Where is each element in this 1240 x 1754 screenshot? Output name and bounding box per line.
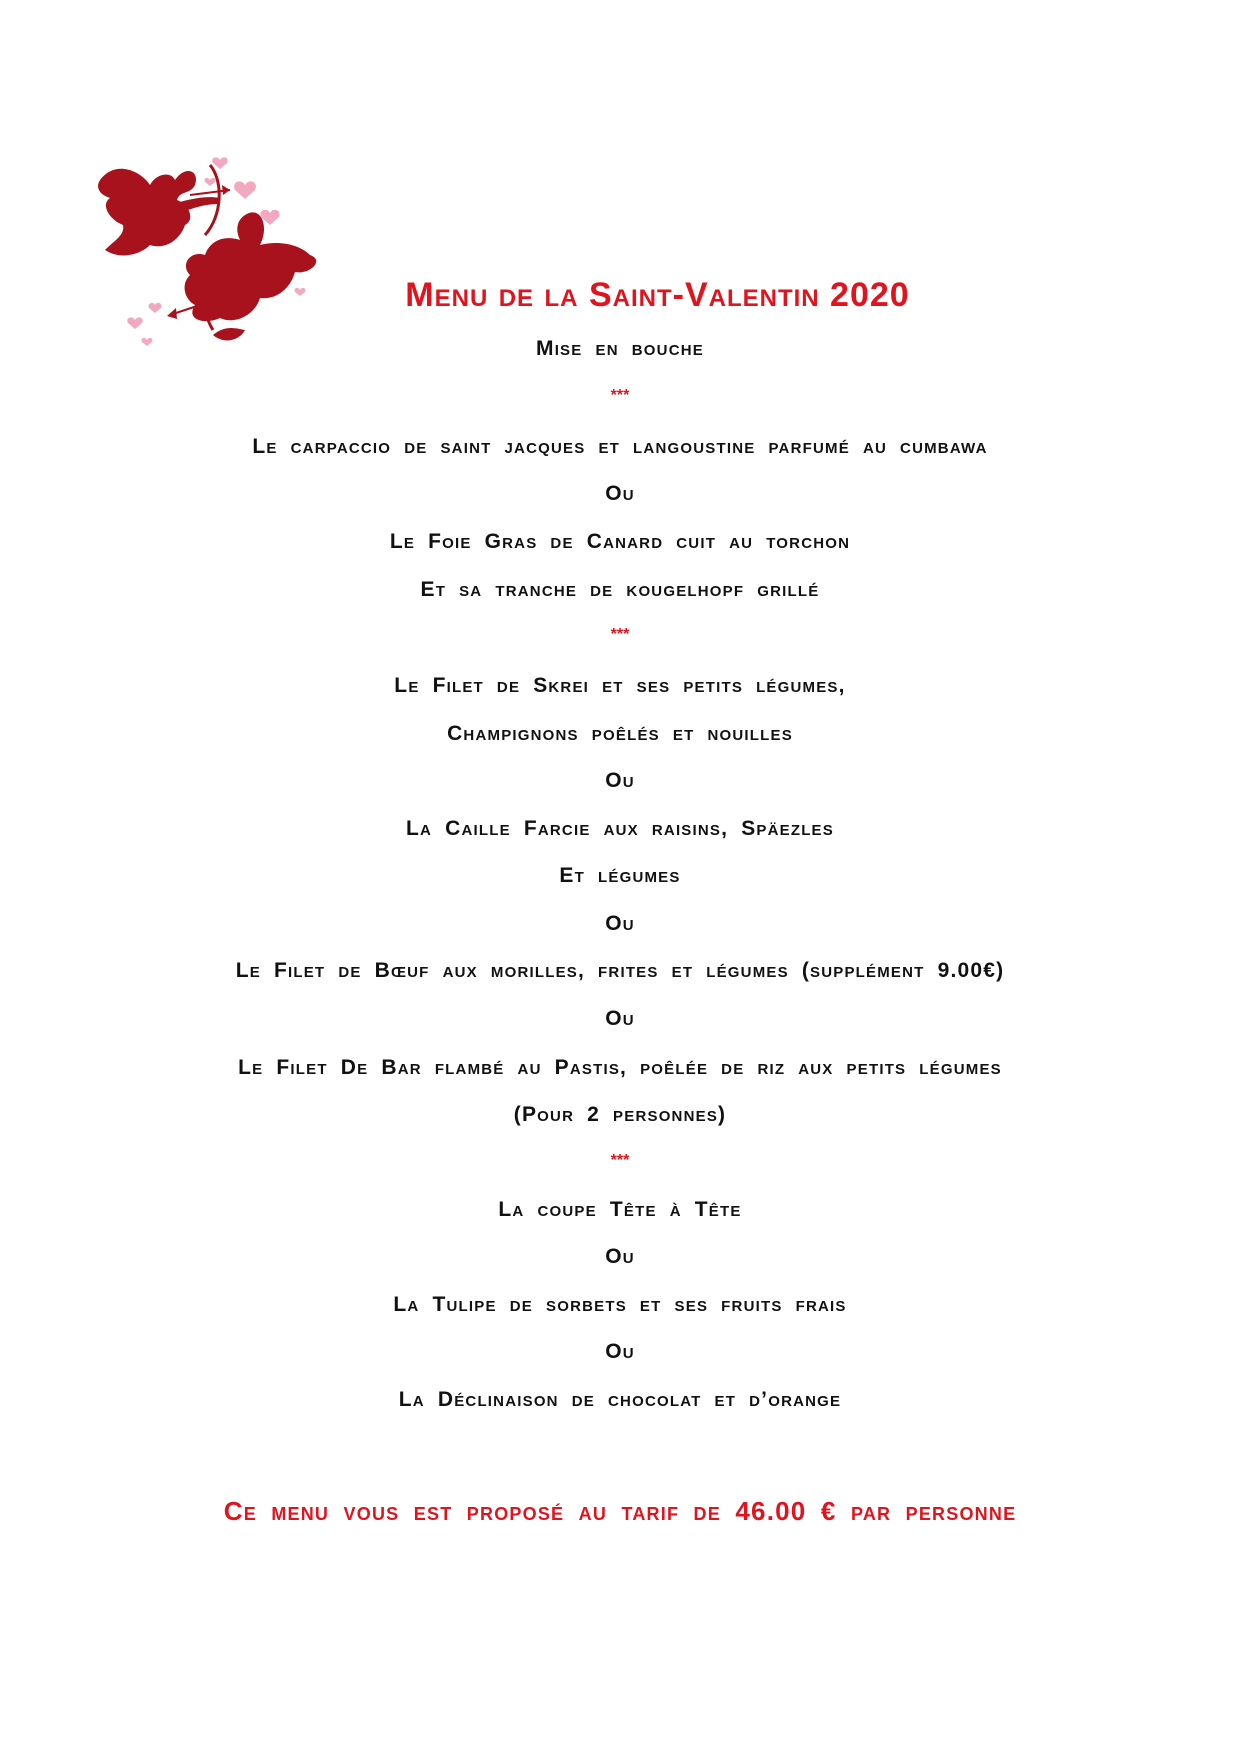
menu-line-ou: Ou (605, 912, 635, 935)
menu-line-ou: Ou (605, 769, 635, 792)
menu-line-ou: Ou (605, 482, 635, 505)
menu-line-legumes: Et légumes (559, 864, 681, 887)
menu-line-champignons: Champignons poêlés et nouilles (447, 722, 793, 745)
menu-line-kougelhopf: Et sa tranche de kougelhopf grillé (420, 578, 820, 601)
menu-price-footer: Ce menu vous est proposé au tarif de 46.00 € par personne (223, 1496, 1017, 1526)
heart-icon (127, 317, 142, 329)
menu-title (0, 276, 1240, 315)
menu-line-ou: Ou (605, 1007, 635, 1030)
menu-line-mise-en-bouche: Mise en bouche (536, 337, 704, 360)
heart-icon (205, 178, 216, 186)
menu-line-boeuf: Le Filet de Bœuf aux morilles, frites et légumes (supplément 9.00€) (235, 959, 1005, 982)
menu-line-declinaison: La Déclinaison de chocolat et d’orange (398, 1388, 842, 1411)
menu-line-skrei: Le Filet de Skrei et ses petits légumes, (394, 674, 846, 697)
menu-separator: *** (610, 387, 630, 404)
heart-icon (234, 181, 256, 199)
menu-line-ou: Ou (605, 1340, 635, 1363)
menu-line-coupe: La coupe Tête à Tête (498, 1198, 742, 1221)
menu-line-carpaccio: Le carpaccio de saint jacques et langoustine parfumé au cumbawa (252, 435, 988, 458)
heart-icon (212, 157, 227, 169)
cupid-upper (98, 165, 230, 255)
menu-line-foie-gras: Le Foie Gras de Canard cuit au torchon (389, 530, 851, 553)
menu-line-pour-2: (Pour 2 personnes) (513, 1103, 727, 1126)
menu-separator: *** (610, 1152, 630, 1169)
menu-line-ou: Ou (605, 1245, 635, 1268)
menu-line-caille: La Caille Farcie aux raisins, Späezles (406, 817, 834, 840)
menu-title-text: Menu de la Saint-Valentin 2020 (405, 276, 910, 314)
menu-line-bar: Le Filet De Bar flambé au Pastis, poêlée de riz aux petits légumes (238, 1056, 1002, 1079)
menu-separator: *** (610, 626, 630, 643)
menu-line-tulipe: La Tulipe de sorbets et ses fruits frais (393, 1293, 847, 1316)
